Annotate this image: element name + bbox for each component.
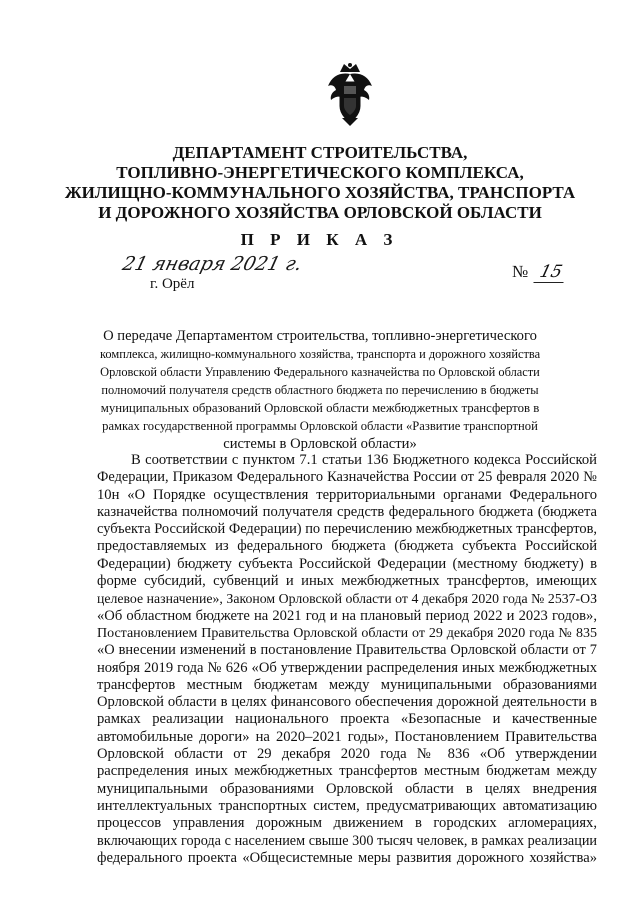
department-line: ЖИЛИЩНО-КОММУНАЛЬНОГО ХОЗЯЙСТВА, ТРАНСПОРТА [64, 183, 576, 202]
body-line: Орловской области в целях финансового обеспечения дорожной деятельности в [97, 694, 597, 711]
department-line: ДЕПАРТАМЕНТ СТРОИТЕЛЬСТВА, [172, 143, 468, 162]
subject-line: рамках государственной программы Орловской области «Развитие транспортной [102, 419, 538, 433]
number-sign: № [512, 262, 529, 281]
body-line: распределения иных межбюджетных трансфертов местным бюджетам между [97, 763, 597, 780]
body-line: Федерации) бюджету субъекта Российской Федерации (местному бюджету) в [97, 555, 597, 572]
body-line: трансфертов местным бюджетам между муниципальными образованиями [97, 676, 597, 693]
body-line: автомобильные дороги» на 2020–2021 годы», Постановлением Правительства [97, 728, 597, 745]
body-line: Федерации, Приказом Федерального Казначейства России от 25 февраля 2020 № [97, 469, 597, 486]
order-subject [100, 327, 540, 453]
body-line: федерального проекта «Общесистемные меры развития дорожного хозяйства» [97, 849, 597, 866]
body-line: процессов управления дорожным движением в городских агломерациях, [97, 815, 597, 832]
document-type: П Р И К А З [240, 230, 399, 249]
department-line: И ДОРОЖНОГО ХОЗЯЙСТВА ОРЛОВСКОЙ ОБЛАСТИ [98, 203, 542, 222]
body-line: казначейства полномочий получателя средств федерального бюджета (бюджета [97, 503, 597, 520]
body-line: муниципальными образованиями Орловской области в целях внедрения [97, 780, 597, 797]
subject-line: комплекса, жилищно-коммунального хозяйства, транспорта и дорожного хозяйства [100, 347, 541, 361]
department-title [60, 143, 580, 223]
body-line: Орловской области от 29 декабря 2020 года № 836 «Об утверждении [97, 746, 597, 763]
subject-line: муниципальных образований Орловской области межбюджетных трансфертов в [100, 401, 540, 415]
body-line: включающих города с населением свыше 300 тысяч человек, в рамках реализации [97, 832, 597, 849]
order-number [512, 262, 566, 283]
body-line: ноября 2019 года № 626 «Об утверждении распределения иных межбюджетных [97, 659, 597, 676]
subject-line: системы в Орловской области» [223, 436, 417, 452]
body-line: Постановлением Правительства Орловской области от 29 декабря 2020 года № 835 [97, 625, 597, 641]
coat-of-arms-icon [326, 62, 374, 128]
subject-line: Орловской области Управлению Федерального казначейства по Орловской области [100, 365, 540, 379]
department-line: ТОПЛИВНО-ЭНЕРГЕТИЧЕСКОГО КОМПЛЕКСА, [116, 163, 524, 182]
body-line: интеллектуальных транспортных систем, предусматривающих автоматизацию [97, 797, 597, 814]
body-line: 10н «О Порядке осуществления территориальными органами Федерального [97, 486, 597, 503]
body-line: субъекта Российской Федерации) по перечислению межбюджетных трансфертов, [97, 521, 597, 538]
body-line: форме субсидий, субвенций и иных межбюджетных трансфертов, имеющих [97, 573, 597, 590]
order-body [97, 452, 597, 867]
body-line: предоставляемых из федерального бюджета (бюджета субъекта Российской [97, 538, 597, 555]
body-line: «Об областном бюджете на 2021 год и на плановый период 2022 и 2023 годов», [97, 607, 597, 624]
subject-line: полномочий получателя средств областного бюджета по перечислению в бюджеты [101, 383, 539, 397]
handwritten-date: 21 января 2021 г. [120, 253, 305, 275]
body-line: «О внесении изменений в постановление Правительства Орловской области от 7 [97, 642, 597, 659]
number-value: 15 [534, 262, 569, 283]
city: г. Орёл [150, 276, 195, 292]
body-line: целевое назначение», Законом Орловской области от 4 декабря 2020 года № 2537-ОЗ [97, 591, 597, 607]
body-line: В соответствии с пунктом 7.1 статьи 136 Бюджетного кодекса Российской [131, 452, 597, 468]
subject-line: О передаче Департаментом строительства, топливно-энергетического [103, 328, 537, 344]
body-line: рамках реализации национального проекта «Безопасные и качественные [97, 711, 597, 728]
